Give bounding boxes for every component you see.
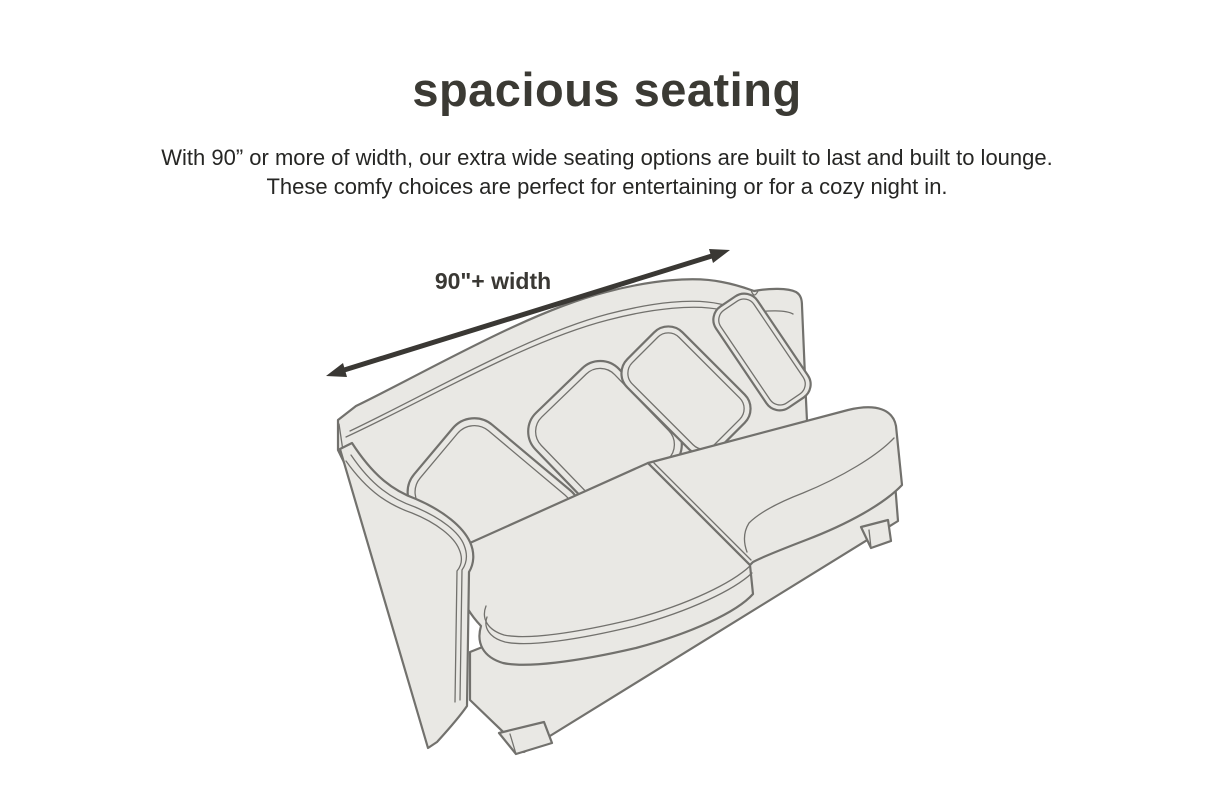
- width-dimension-label: 90"+ width: [434, 268, 552, 294]
- arrow-head-right: [709, 249, 730, 263]
- intro-line-1: With 90” or more of width, our extra wide seating options are built to last and built to lounge.: [161, 145, 1053, 170]
- page-title: spacious seating: [412, 63, 802, 116]
- arrow-head-left: [326, 363, 347, 377]
- sofa-line-drawing: [338, 279, 902, 754]
- intro-line-2: These comfy choices are perfect for entertaining or for a cozy night in.: [266, 174, 948, 199]
